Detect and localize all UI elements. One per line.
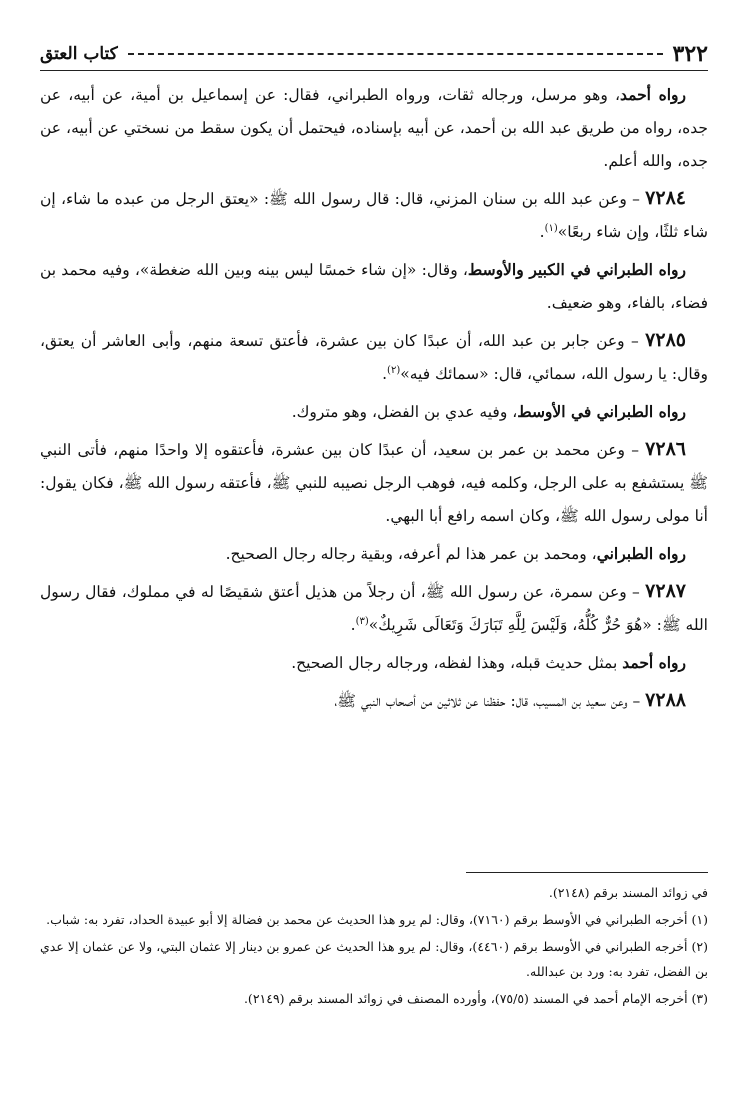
chapter-title: كتاب العتق xyxy=(40,44,118,64)
footnote-ref: (١) xyxy=(544,222,558,234)
source-attribution: رواه الطبراني xyxy=(596,544,686,563)
hadith-text: – وعن عبد الله بن سنان المزني، قال: قال رسول الله ﷺ: «يعتق الرجل من عبده ما شاء، إن شاء ثلثًا، وإن شاء ربعًا» xyxy=(40,190,708,241)
commentary-paragraph xyxy=(40,78,708,178)
hadith-number: ٧٢٨٧ xyxy=(645,580,686,602)
paragraph-text: بمثل حديث قبله، وهذا لفظه، ورجاله رجال الصحيح. xyxy=(291,654,623,672)
footnote: (٣) أخرجه الإمام أحمد في المسند (٧٥/٥)، وأورده المصنف في زوائد المسند برقم (٢١٤٩). xyxy=(243,991,708,1006)
footnote: (١) أخرجه الطبراني في الأوسط برقم (٧١٦٠)، وقال: لم يرو هذا الحديث عن محمد بن فضالة إلا أبو عبيدة الحداد، تفرد به: شباب. xyxy=(46,912,708,927)
hadith-text: – وعن سعيد بن المسيب، قال: حفظنا عن ثلاثين من أصحاب النبي ﷺ، xyxy=(334,692,646,710)
hadith-tail: . xyxy=(382,365,388,383)
hadith-paragraph xyxy=(40,433,708,533)
hadith-text: – وعن جابر بن عبد الله، أن عبدًا كان بين عشرة، فأعتق تسعة منهم، وأبى العاشر أن يعتق، وقال: يا رسول الله، سمائي، قال: «سمائك فيه» xyxy=(40,332,708,383)
hadith-paragraph xyxy=(40,324,708,391)
hadith-number: ٧٢٨٦ xyxy=(645,438,686,460)
hadith-number: ٧٢٨٥ xyxy=(645,329,686,351)
hadith-text: – وعن محمد بن عمر بن سعيد، أن عبدًا كان بين عشرة، فأعتقوه إلا واحدًا منهم، فأتى النبي ﷺ يستشفع به على الرجل، وكلمه فيه، فوهب الرجل نصيبه للنبي ﷺ، فأعتقه رسول الله ﷺ، فكان يقول: أنا مولى رسول الله ﷺ، وكان اسمه رافع أبا البهي. xyxy=(40,441,708,525)
footnote: (٢) أخرجه الطبراني في الأوسط برقم (٤٤٦٠)، وقال: لم يرو هذا الحديث عن عمرو بن دينار إلا عثمان البتي، ولا عن عثمان إلا عدي بن الفضل، تفرد به: ورد بن عبدالله. xyxy=(40,939,708,979)
main-text xyxy=(40,78,708,722)
footnote-ref: (٣) xyxy=(355,615,369,627)
paragraph-text: ، وفيه عدي بن الفضل، وهو متروك. xyxy=(291,403,518,421)
hadith-paragraph xyxy=(40,684,708,718)
paragraph-text: ، وقال: «إن شاء خمسًا ليس بينه وبين الله ضغطة»، وفيه محمد بن فضاء، بالفاء، وهو ضعيف. xyxy=(40,261,708,312)
hadith-tail: . xyxy=(539,223,545,241)
footnotes xyxy=(40,880,708,1013)
header-dashed-rule xyxy=(128,53,663,55)
commentary-paragraph xyxy=(40,537,708,571)
hadith-number: ٧٢٨٤ xyxy=(645,187,686,209)
hadith-paragraph xyxy=(40,575,708,642)
hadith-paragraph xyxy=(40,182,708,249)
source-attribution: رواه أحمد xyxy=(622,653,686,672)
footnote-ref: (٢) xyxy=(387,364,401,376)
page-header xyxy=(40,38,708,71)
source-attribution: رواه أحمد xyxy=(620,85,686,104)
hadith-text: – وعن سمرة، عن رسول الله ﷺ، أن رجلاً من هذيل أعتق شقيصًا له في مملوك، فقال رسول الله ﷺ: «هُوَ حُرٌّ كُلُّهُ، وَلَيْسَ لِلَّهِ تَبَارَكَ وَتَعَالَى شَرِيكٌ» xyxy=(40,583,708,634)
source-attribution: رواه الطبراني في الكبير والأوسط xyxy=(467,260,686,279)
hadith-tail: . xyxy=(350,616,356,634)
footnote: في زوائد المسند برقم (٢١٤٨). xyxy=(548,885,708,900)
footnote-separator xyxy=(466,872,708,873)
paragraph-text: ، ومحمد بن عمر هذا لم أعرفه، وبقية رجاله رجال الصحيح. xyxy=(225,545,597,563)
commentary-paragraph xyxy=(40,395,708,429)
source-attribution: رواه الطبراني في الأوسط xyxy=(517,402,686,421)
paragraph-text: ، وهو مرسل، ورجاله ثقات، ورواه الطبراني، فقال: عن إسماعيل بن أمية، عن أبيه، عن جده، رواه من طريق عبد الله بن أحمد، عن أبيه بإسناده، فيحتمل أن يكون سقط من نسختي عن أبيه، عن جده، والله أعلم. xyxy=(40,86,708,170)
hadith-number: ٧٢٨٨ xyxy=(645,689,686,711)
page-number: ٣٢٢ xyxy=(672,41,708,67)
commentary-paragraph xyxy=(40,646,708,680)
commentary-paragraph xyxy=(40,253,708,320)
